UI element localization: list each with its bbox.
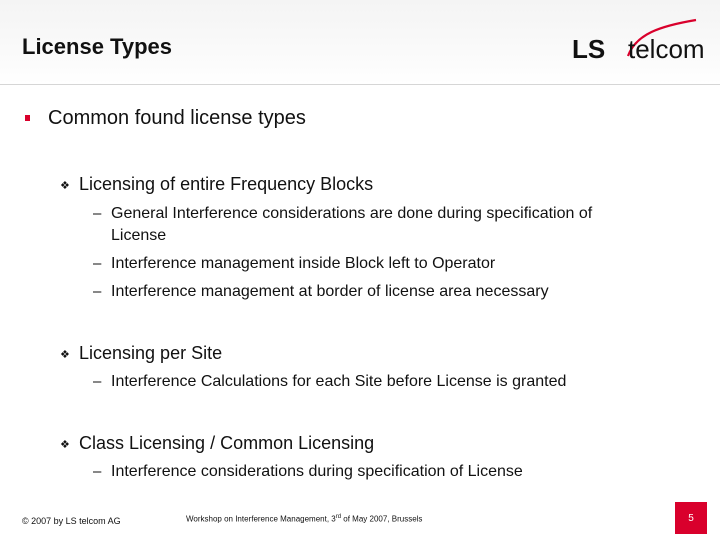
header-divider — [0, 84, 720, 85]
page-number: 5 — [675, 502, 707, 534]
list-item-line: General Interference considerations are done during specification of — [111, 205, 593, 222]
dash-icon: – — [93, 283, 102, 300]
main-bullet-text: Common found license types — [48, 107, 306, 129]
list-item — [111, 203, 671, 247]
dash-icon: – — [93, 255, 102, 272]
dash-icon: – — [93, 373, 102, 390]
dash-icon: – — [93, 205, 102, 222]
group-heading: Licensing of entire Frequency Blocks — [79, 174, 374, 194]
slide-title: License Types — [22, 34, 172, 59]
footer-copyright: © 2007 by LS telcom AG — [22, 516, 121, 526]
footer-event-suffix: of May 2007, Brussels — [341, 514, 423, 524]
footer-event — [186, 514, 422, 524]
bullet-arrow-icon: ❖ — [60, 439, 70, 451]
bullet-arrow-icon: ❖ — [60, 180, 70, 192]
ls-telcom-logo — [568, 18, 710, 66]
bullet-arrow-icon: ❖ — [60, 349, 70, 361]
list-item-line: License — [111, 227, 167, 244]
logo-ls-text: LS — [572, 34, 606, 64]
footer-event-sup: rd — [335, 514, 342, 520]
footer-event-prefix: Workshop on Interference Management, 3 — [186, 514, 336, 524]
group-heading: Class Licensing / Common Licensing — [79, 433, 375, 453]
dash-icon: – — [93, 463, 102, 480]
list-item: Interference management inside Block left to Operator — [111, 255, 496, 272]
list-item: Interference considerations during specification of License — [111, 463, 523, 480]
logo-telcom-text: telcom — [628, 34, 705, 64]
group-heading: Licensing per Site — [79, 343, 223, 363]
list-item: Interference management at border of license area necessary — [111, 283, 549, 300]
list-item: Interference Calculations for each Site before License is granted — [111, 373, 567, 390]
bullet-square-icon — [25, 115, 30, 121]
